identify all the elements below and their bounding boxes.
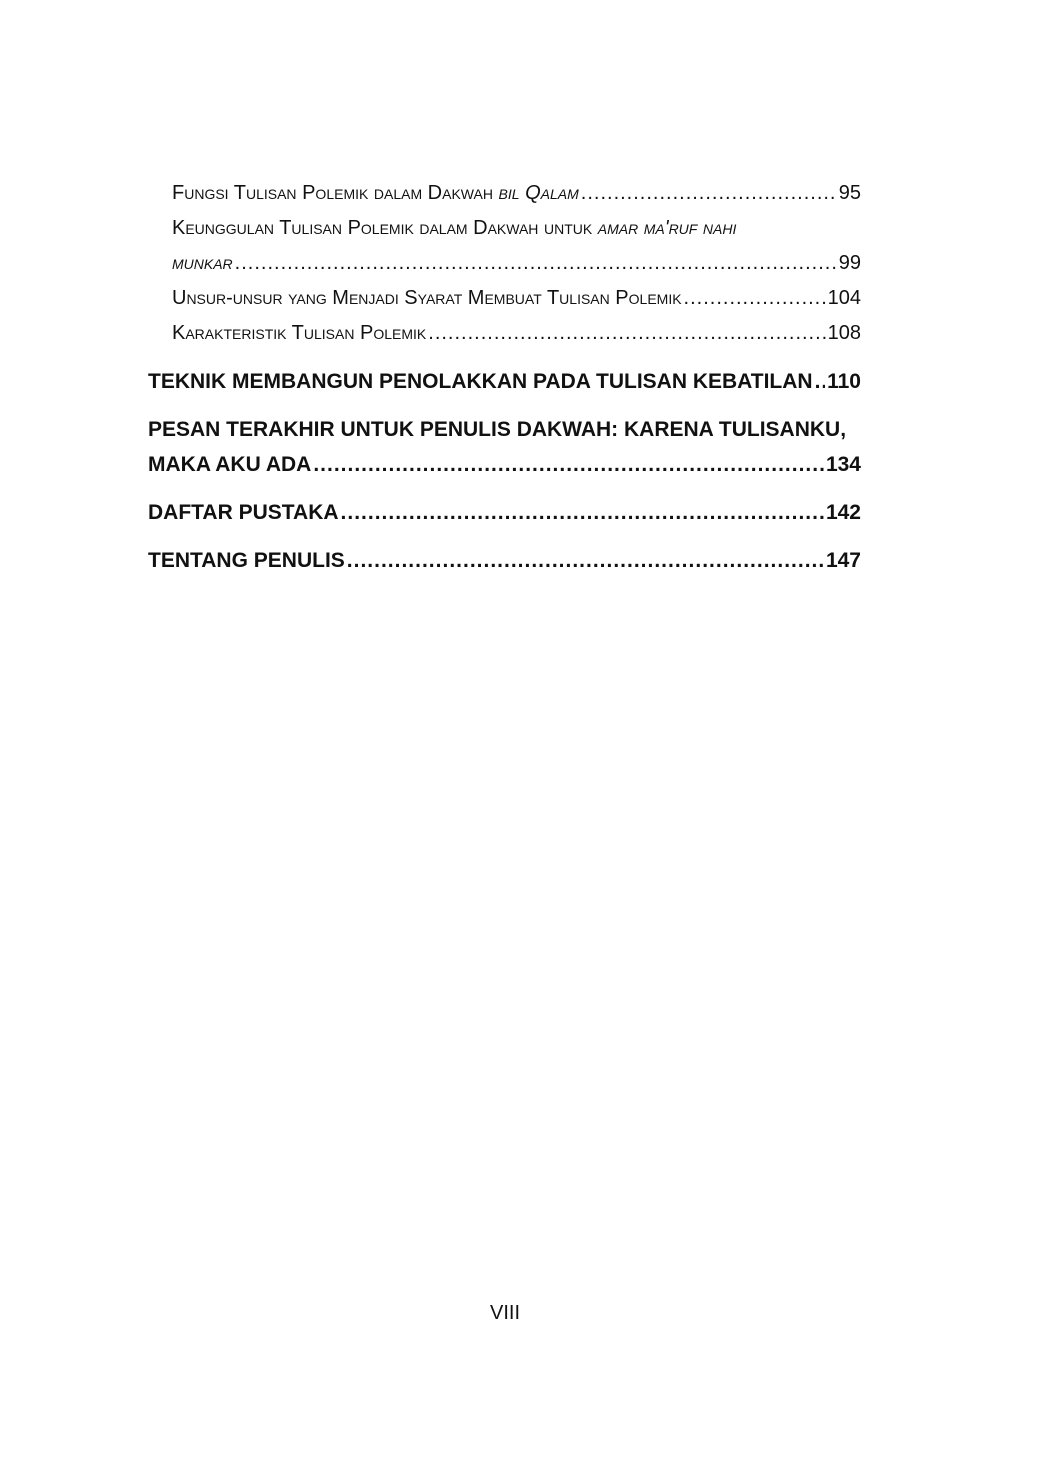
chapter-title: TENTANG PENULIS	[148, 549, 345, 572]
chapter-title: TEKNIK MEMBANGUN PENOLAKKAN PADA TULISAN KEBATILAN	[148, 370, 813, 393]
chapter-title: DAFTAR PUSTAKA	[148, 501, 339, 524]
chapter-page: 134	[825, 453, 861, 476]
chapter-page: 110	[827, 370, 861, 393]
entry-page: 99	[838, 252, 861, 274]
toc-entry[interactable]	[148, 281, 861, 316]
toc-chapter[interactable]	[148, 364, 861, 399]
dot-leader	[815, 364, 826, 399]
entry-title: Unsur-unsur yang Menjadi Syarat Membuat Tulisan Polemik	[172, 287, 682, 309]
entry-title: Karakteristik Tulisan Polemik	[172, 322, 427, 344]
toc-chapter[interactable]	[148, 495, 861, 530]
dot-leader	[235, 246, 837, 281]
dot-leader	[428, 316, 825, 351]
entry-title-italic: bil Qalam	[498, 182, 579, 204]
dot-leader	[313, 447, 824, 482]
entry-page: 104	[827, 287, 861, 309]
toc-entry-continuation[interactable]	[148, 246, 861, 281]
dot-leader	[684, 281, 826, 316]
page-number: VIII	[489, 1302, 520, 1324]
dot-leader	[581, 176, 837, 211]
toc-entry[interactable]	[148, 176, 861, 211]
toc-entry[interactable]	[148, 316, 861, 351]
toc-chapter[interactable]	[148, 412, 861, 482]
entry-title: Keunggulan Tulisan Polemik dalam Dakwah untuk	[172, 217, 598, 239]
entry-page: 108	[827, 322, 861, 344]
chapter-page: 147	[825, 549, 861, 572]
toc-chapter[interactable]	[148, 543, 861, 578]
table-of-contents	[148, 176, 861, 578]
entry-title-italic-cont: munkar	[172, 252, 233, 274]
chapter-page: 142	[825, 501, 861, 524]
chapter-title-line1: PESAN TERAKHIR UNTUK PENULIS DAKWAH: KARENA TULISANKU,	[148, 418, 847, 441]
entry-title-italic: amar ma'ruf nahi	[597, 217, 737, 239]
toc-entry[interactable]	[148, 211, 861, 246]
dot-leader	[347, 543, 824, 578]
entry-page: 95	[838, 182, 861, 204]
dot-leader	[341, 495, 824, 530]
chapter-title: MAKA AKU ADA	[148, 453, 312, 476]
entry-title: Fungsi Tulisan Polemik dalam Dakwah	[172, 182, 499, 204]
